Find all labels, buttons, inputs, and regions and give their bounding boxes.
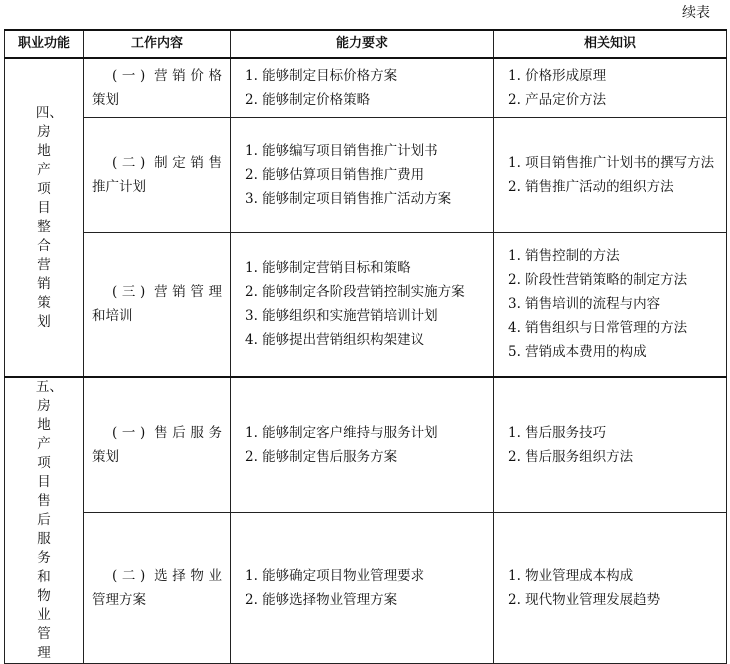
function-cell-5: 五、房地产项目售后服务和物业管理 <box>5 377 84 664</box>
table-row <box>5 117 727 232</box>
list-item: 2. 能够制定售后服务方案 <box>245 448 398 465</box>
knowledge-cell <box>494 58 727 117</box>
list-item: 1. 项目销售推广计划书的撰写方法 <box>508 154 715 171</box>
work-cell: (一) 营销价格 策划 <box>84 58 231 117</box>
function-cell-4: 四、房地产项目整合营销策划 <box>5 58 84 377</box>
list-item: 2. 售后服务组织方法 <box>508 448 634 465</box>
table-header-row <box>5 30 727 58</box>
work-cell: (二) 选择物业 管理方案 <box>84 512 231 663</box>
knowledge-cell <box>494 117 727 232</box>
list-item: 2. 现代物业管理发展趋势 <box>508 591 661 608</box>
header-knowledge: 相关知识 <box>494 30 727 58</box>
occupation-table <box>4 29 727 664</box>
list-item: 2. 能够制定各阶段营销控制实施方案 <box>245 284 465 301</box>
work-cell: (二) 制定销售 推广计划 <box>84 117 231 232</box>
table-row <box>5 58 727 117</box>
list-item: 4. 销售组织与日常管理的方法 <box>508 320 688 337</box>
list-item: 1. 能够编写项目销售推广计划书 <box>245 142 438 159</box>
list-item: 3. 销售培训的流程与内容 <box>508 296 661 313</box>
knowledge-cell <box>494 232 727 377</box>
list-item: 2. 能够选择物业管理方案 <box>245 591 398 608</box>
list-item: 1. 能够制定营销目标和策略 <box>245 260 411 277</box>
list-item: 1. 销售控制的方法 <box>508 248 620 265</box>
knowledge-cell <box>494 512 727 663</box>
list-item: 2. 能够估算项目销售推广费用 <box>245 166 425 183</box>
list-item: 3. 能够组织和实施营销培训计划 <box>245 308 438 325</box>
work-cell: (三) 营销管理 和培训 <box>84 232 231 377</box>
list-item: 5. 营销成本费用的构成 <box>508 344 647 361</box>
list-item: 1. 售后服务技巧 <box>508 424 607 441</box>
ability-cell <box>231 232 494 377</box>
list-item: 2. 销售推广活动的组织方法 <box>508 178 674 195</box>
list-item: 3. 能够制定项目销售推广活动方案 <box>245 190 452 207</box>
list-item: 1. 能够确定项目物业管理要求 <box>245 567 425 584</box>
list-item: 1. 能够制定目标价格方案 <box>245 67 398 84</box>
ability-cell <box>231 117 494 232</box>
ability-cell <box>231 512 494 663</box>
list-item: 2. 产品定价方法 <box>508 91 607 108</box>
header-function: 职业功能 <box>5 30 84 58</box>
list-item: 1. 能够制定客户维持与服务计划 <box>245 424 438 441</box>
header-ability: 能力要求 <box>231 30 494 58</box>
knowledge-cell <box>494 377 727 512</box>
list-item: 2. 阶段性营销策略的制定方法 <box>508 272 688 289</box>
list-item: 4. 能够提出营销组织构架建议 <box>245 332 425 349</box>
ability-cell <box>231 58 494 117</box>
continued-label: 续表 <box>682 5 710 21</box>
list-item: 1. 物业管理成本构成 <box>508 567 634 584</box>
work-cell: (一) 售后服务 策划 <box>84 377 231 512</box>
list-item: 2. 能够制定价格策略 <box>245 91 371 108</box>
ability-cell <box>231 377 494 512</box>
list-item: 1. 价格形成原理 <box>508 67 607 84</box>
table-row <box>5 512 727 663</box>
table-row <box>5 232 727 377</box>
table-row <box>5 377 727 512</box>
header-work: 工作内容 <box>84 30 231 58</box>
